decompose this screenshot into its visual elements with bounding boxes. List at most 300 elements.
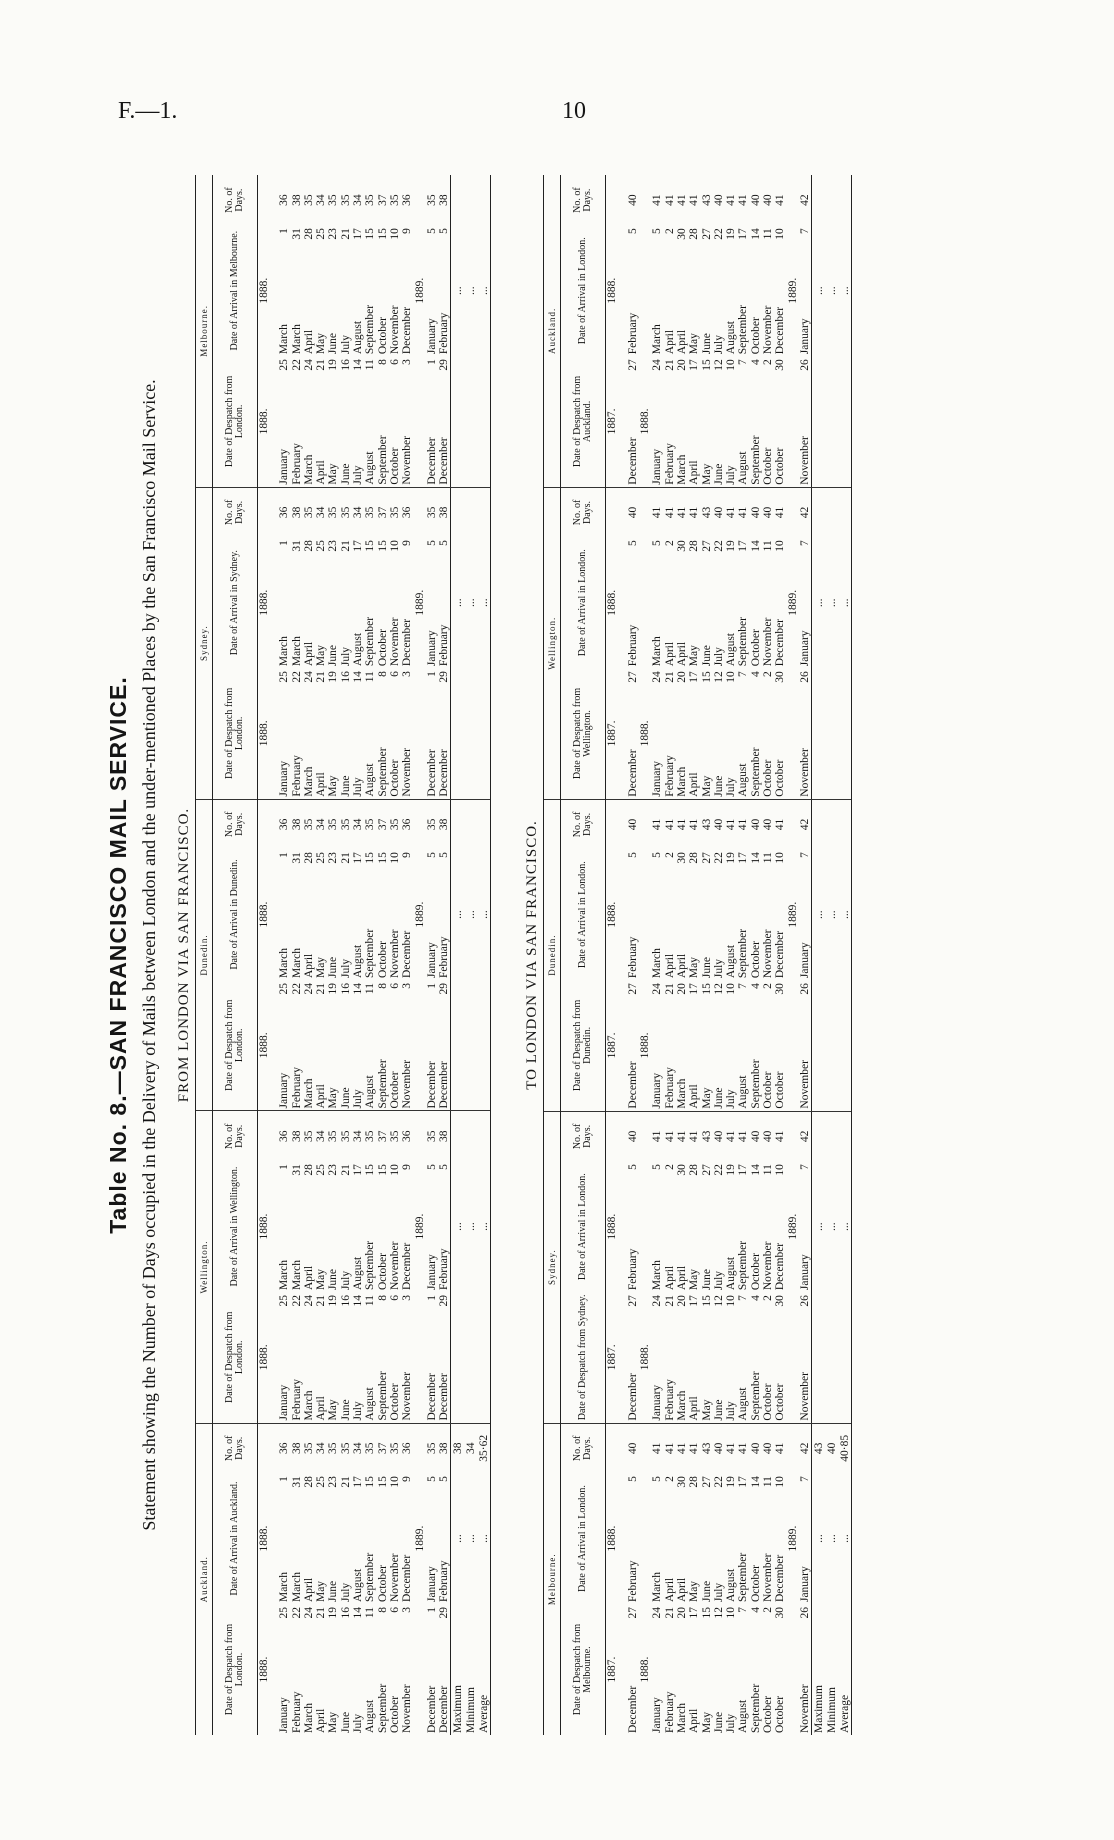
arrival-month: November [388,1241,401,1291]
despatch-month: March [676,1316,688,1423]
despatch-month: December [426,692,438,799]
arrival-month: March [290,324,303,355]
arrival-month: August [725,944,738,979]
arrival-month: June [327,1580,340,1603]
days-count [639,175,651,225]
arrival-month: January [798,630,811,667]
despatch-day: 27 [626,1295,639,1307]
arrival-month: October [749,629,762,667]
despatch-month: June [339,1711,352,1733]
days-count: 35 [425,1442,438,1455]
arrival-month: June [700,645,713,667]
despatch-month: September [377,692,389,799]
days-count: 40 [762,1130,775,1143]
arrival-month [639,1185,651,1292]
despatch-month: 1888. [258,1656,270,1683]
summary-label-repeat [451,1292,465,1423]
despatch-month: October [774,1316,786,1423]
despatch-day: 2 [762,1295,775,1301]
days-count: 41 [675,818,688,831]
table-row [327,175,339,1735]
table-row [664,175,676,1735]
arrival-month: 1889. [786,589,799,616]
days-count: 41 [737,818,750,831]
arrival-day: 1 [278,852,291,858]
arrival-day: 15 [364,228,377,240]
arrival-day: 21 [339,1476,352,1488]
arrival-month: October [376,940,389,979]
despatch-day: 20 [675,1295,688,1307]
days-count: 41 [774,506,787,519]
days-count: 36 [401,506,414,519]
arrival-day: 31 [290,1164,303,1176]
arrival-month: November [762,1241,775,1291]
arrival-day: 5 [626,540,639,547]
despatch-day: 2 [762,1607,775,1613]
spacer-cell [619,799,627,1111]
column-header-despatch: Date of Despatch from London. [213,980,258,1111]
summary-label-repeat [477,1292,491,1423]
arrival-day: 5 [438,540,451,546]
spacer-cell [270,1423,278,1735]
arrival-month: April [302,641,315,667]
despatch-day [787,1292,799,1316]
despatch-day: 27 [626,1607,639,1619]
arrival-day: 10 [388,228,401,240]
despatch-month: August [737,692,749,799]
arrival-month: December [401,618,414,667]
column-header-arrival: Date of Arrival in Wellington. [213,1161,258,1292]
despatch-month: December [627,1004,639,1111]
days-count: 34 [315,818,328,831]
column-header-row [213,175,258,1735]
despatch-month: January [278,1004,290,1111]
despatch-day: 25 [278,983,291,995]
days-count [258,1423,271,1473]
days-count: 40 [626,506,639,519]
arrival-day: 21 [339,228,352,240]
arrival-month: May [688,1580,701,1603]
spacer-row [270,175,278,1735]
table-header [544,175,606,1735]
despatch-day: 21 [663,1607,676,1619]
arrival-month: October [749,941,762,979]
arrival-month: May [315,956,328,979]
arrival-day: 17 [352,540,365,552]
arrival-month: May [688,1269,701,1291]
days-count: 35 [302,1130,315,1143]
despatch-day: 3 [401,359,414,365]
arrival-day: 11 [762,540,775,552]
days-count [414,1111,426,1161]
arrival-month: May [688,333,701,355]
arrival-month: 1888. [606,277,619,304]
arrival-day: 25 [315,1164,328,1176]
arrival-day: 28 [302,540,315,552]
days-count: 35 [339,1442,352,1455]
arrival-month: June [327,1268,340,1291]
despatch-month: August [364,692,376,799]
days-count: 34 [352,818,365,831]
arrival-month: September [737,1552,750,1603]
days-count: 41 [774,194,787,206]
section-title-from-london: FROM LONDON VIA SAN FRANCISCO. [176,807,192,1103]
despatch-day [787,668,799,692]
despatch-day: 12 [712,671,725,683]
despatch-month: November [799,692,812,799]
despatch-day: 22 [290,983,303,995]
despatch-day: 29 [438,671,451,683]
despatch-month: December [426,1316,438,1423]
despatch-month: November [799,1004,812,1111]
column-header-arrival: Date of Arrival in London. [561,849,606,980]
summary-placeholder: ... [477,1161,491,1292]
arrival-month: 1889. [413,277,426,304]
spacer-cell [270,1111,278,1423]
despatch-day: 15 [700,1295,713,1307]
days-count: 35 [425,818,438,831]
column-header-days: No. of Days. [561,487,606,537]
days-count: 42 [798,1130,811,1143]
arrival-month: August [725,320,738,355]
arrival-day: 5 [438,1164,451,1170]
despatch-day: 14 [352,983,365,995]
spacer-cell [619,175,627,487]
arrival-day: 21 [339,1164,352,1176]
despatch-month: July [352,1316,364,1423]
days-count: 41 [725,194,738,206]
section-title-to-london: TO LONDON VIA SAN FRANCISCO. [524,820,541,1090]
arrival-month: May [315,333,328,355]
despatch-month: 1888. [639,1656,652,1683]
table-row [278,175,290,1735]
arrival-day: 19 [725,1164,738,1176]
despatch-day: 12 [712,1295,725,1307]
summary-label: Maximum [812,1604,826,1735]
days-count: 41 [725,818,738,831]
arrival-day: 23 [327,1476,340,1488]
column-header-despatch: Date of Despatch from Wellington. [561,668,606,799]
arrival-month: March [278,636,291,667]
arrival-day: 23 [327,540,340,552]
arrival-month: May [688,957,701,979]
arrival-day [639,225,651,249]
column-header-despatch: Date of Despatch from London. [213,668,258,799]
despatch-day: 21 [315,359,328,371]
arrival-day: 7 [798,1476,811,1482]
despatch-day [414,1604,426,1628]
days-count: 40 [712,1130,725,1143]
despatch-day: 4 [749,671,762,677]
despatch-day: 19 [327,1607,340,1619]
despatch-day: 27 [626,671,639,683]
days-count: 35 [302,1442,315,1455]
despatch-month: September [377,380,389,487]
arrival-month: May [315,1268,328,1291]
arrival-month: April [675,1265,688,1291]
despatch-month: June [713,380,725,487]
summary-placeholder: ... [451,1161,465,1292]
summary-value [451,487,465,537]
arrival-month: December [774,618,787,667]
despatch-day: 1 [425,359,438,365]
despatch-month: August [737,1004,749,1111]
despatch-day: 21 [315,1607,328,1619]
days-count: 35 [388,194,401,206]
despatch-month: October [762,1316,774,1423]
summary-placeholder: ... [838,849,852,980]
days-count: 34 [315,1130,328,1143]
summary-label-repeat [464,668,477,799]
days-count: 41 [725,1442,738,1455]
despatch-month: May [701,1004,713,1111]
arrival-day: 17 [737,540,750,552]
summary-placeholder: ... [477,225,491,356]
despatch-month: 1888. [639,980,651,1111]
despatch-month: April [315,1004,327,1111]
table-row [639,175,651,1735]
despatch-month: May [700,1711,713,1733]
despatch-day: 20 [675,983,688,995]
arrival-day: 21 [339,852,352,864]
arrival-day: 22 [712,1164,725,1176]
despatch-day: 29 [438,983,451,995]
days-count: 36 [401,1130,414,1143]
days-count: 43 [700,1130,713,1143]
summary-value [451,175,465,225]
arrival-day: 25 [315,540,328,552]
table-row [377,175,389,1735]
days-count: 35 [364,1130,377,1143]
despatch-day: 16 [339,1607,352,1619]
despatch-day: 21 [315,1295,328,1307]
column-header-days: No. of Days. [561,1111,606,1161]
despatch-day: 6 [388,983,401,989]
spacer-cell [270,487,278,799]
despatch-month: April [315,1316,327,1423]
table-row [606,175,619,1735]
column-header-days: No. of Days. [561,1423,606,1473]
despatch-day: 3 [401,1607,414,1613]
days-count: 40 [749,818,762,831]
despatch-month [414,380,426,487]
despatch-month: June [713,692,725,799]
days-count: 41 [651,194,664,206]
days-count: 41 [737,194,750,206]
arrival-month: January [425,318,438,355]
table-row [258,175,271,1735]
summary-value [838,487,852,537]
arrival-day: 15 [376,540,389,552]
page-identifier: F.—1. [118,98,178,124]
despatch-day: 2 [762,671,775,677]
table-row [799,175,812,1735]
despatch-month: 1888. [258,668,271,799]
days-count [258,487,271,537]
despatch-day: 24 [302,359,315,371]
arrival-month: April [675,641,688,667]
summary-label-repeat [464,980,477,1111]
arrival-month: December [401,1554,414,1603]
days-count [258,175,271,225]
despatch-month: June [713,1004,725,1111]
despatch-day [414,356,426,380]
summary-value [451,1111,465,1161]
despatch-day: 21 [663,983,676,995]
days-count: 43 [700,818,713,831]
despatch-day: 30 [774,359,787,371]
days-count: 34 [315,1442,328,1455]
summary-placeholder: ... [464,1534,477,1543]
days-count: 37 [376,194,389,206]
arrival-day: 2 [663,852,676,858]
despatch-day: 29 [438,1607,451,1619]
despatch-month: April [688,380,700,487]
despatch-month: August [364,1004,376,1111]
arrival-month: 1888. [258,901,270,928]
region-row [196,175,213,1735]
days-count: 41 [688,818,701,831]
arrival-day: 14 [749,852,762,864]
arrival-month: July [712,647,725,667]
arrival-day: 27 [700,852,713,864]
days-count: 35 [425,194,438,206]
table-row [315,175,327,1735]
despatch-month: April [688,692,700,799]
despatch-day: 7 [737,1295,750,1301]
column-header-despatch: Date of Despatch from Sydney. [561,1292,606,1423]
table-row [701,175,713,1735]
arrival-day: 10 [774,228,787,240]
days-count: 41 [725,506,738,519]
arrival-month: June [700,1269,713,1291]
despatch-month: October [774,1004,786,1111]
despatch-month: December [426,380,438,487]
despatch-month: June [340,1316,352,1423]
days-count: 36 [401,818,414,831]
despatch-day: 20 [675,671,688,683]
days-count: 40 [626,1442,639,1455]
despatch-day: 27 [626,983,639,995]
summary-label: Minimum [825,1686,838,1733]
days-count [606,487,619,537]
arrival-day: 28 [302,228,315,240]
days-count: 35 [302,194,315,206]
summary-placeholder: ... [825,286,838,296]
despatch-day: 6 [388,1295,401,1301]
despatch-month: April [688,1316,700,1423]
table-row [750,175,762,1735]
despatch-month [414,1004,426,1111]
arrival-day: 5 [425,1476,438,1482]
days-count: 40 [762,506,775,519]
despatch-month: January [651,692,663,799]
despatch-month: February [291,1316,303,1423]
despatch-month: November [401,1684,414,1733]
arrival-day: 22 [712,540,725,552]
despatch-day: 12 [712,359,725,371]
arrival-day: 9 [401,1164,414,1170]
days-count: 42 [798,818,811,831]
despatch-month [414,1316,426,1423]
arrival-day: 15 [364,1476,377,1488]
despatch-day: 11 [364,1607,377,1619]
arrival-month: December [401,306,414,355]
days-count: 35 [388,818,401,831]
despatch-day: 11 [364,671,377,683]
days-count: 41 [774,1130,787,1143]
arrival-month: February [626,624,639,667]
table-row [676,175,688,1735]
despatch-month: June [712,1711,725,1733]
despatch-day: 2 [762,359,775,365]
arrival-day: 25 [315,228,328,240]
days-count: 35 [302,506,315,519]
region-header: Wellington. [196,1111,213,1423]
arrival-day: 2 [663,228,676,234]
despatch-month: 1888. [639,668,651,799]
days-count: 38 [290,1442,303,1455]
summary-value [451,799,465,849]
arrival-day: 22 [712,852,725,864]
column-header-days: No. of Days. [213,1423,258,1473]
arrival-month: November [388,617,401,667]
spacer-row [619,175,627,1735]
table-row [713,175,725,1735]
arrival-month: 1889. [786,277,799,304]
arrival-month: June [327,645,340,667]
despatch-month: May [701,380,713,487]
arrival-day: 10 [388,852,401,864]
despatch-month: April [315,380,327,487]
despatch-month: February [290,1691,303,1733]
despatch-month: 1888. [258,356,271,487]
despatch-month: October [762,380,774,487]
despatch-month: September [750,692,762,799]
arrival-day: 15 [376,852,389,864]
summary-placeholder: ... [825,1534,838,1543]
summary-placeholder: ... [838,1473,852,1604]
days-count: 35 [364,194,377,206]
despatch-month: August [364,1316,376,1423]
summary-label: Average [477,1604,491,1735]
arrival-month [639,561,651,668]
arrival-month: April [663,329,676,355]
summary-label-repeat [838,668,852,799]
days-count [606,799,619,849]
despatch-day: 8 [376,671,389,677]
spacer-cell [619,1111,627,1423]
days-count [787,175,799,225]
arrival-day: 9 [401,852,414,858]
days-count: 35 [327,1442,340,1455]
table-row [774,175,786,1735]
days-count: 38 [290,194,303,206]
despatch-month: July [725,380,737,487]
days-count: 38 [290,506,303,519]
days-count [787,1423,799,1473]
despatch-day: 7 [737,1607,750,1613]
summary-value [464,175,477,225]
days-count: 35 [339,506,352,519]
arrival-day: 11 [762,228,775,240]
days-count: 37 [376,1130,389,1143]
arrival-month: December [774,930,787,979]
days-count: 34 [352,194,365,206]
column-header-days: No. of Days. [213,1111,258,1161]
despatch-month: May [327,692,339,799]
arrival-month: 1889. [786,901,799,928]
